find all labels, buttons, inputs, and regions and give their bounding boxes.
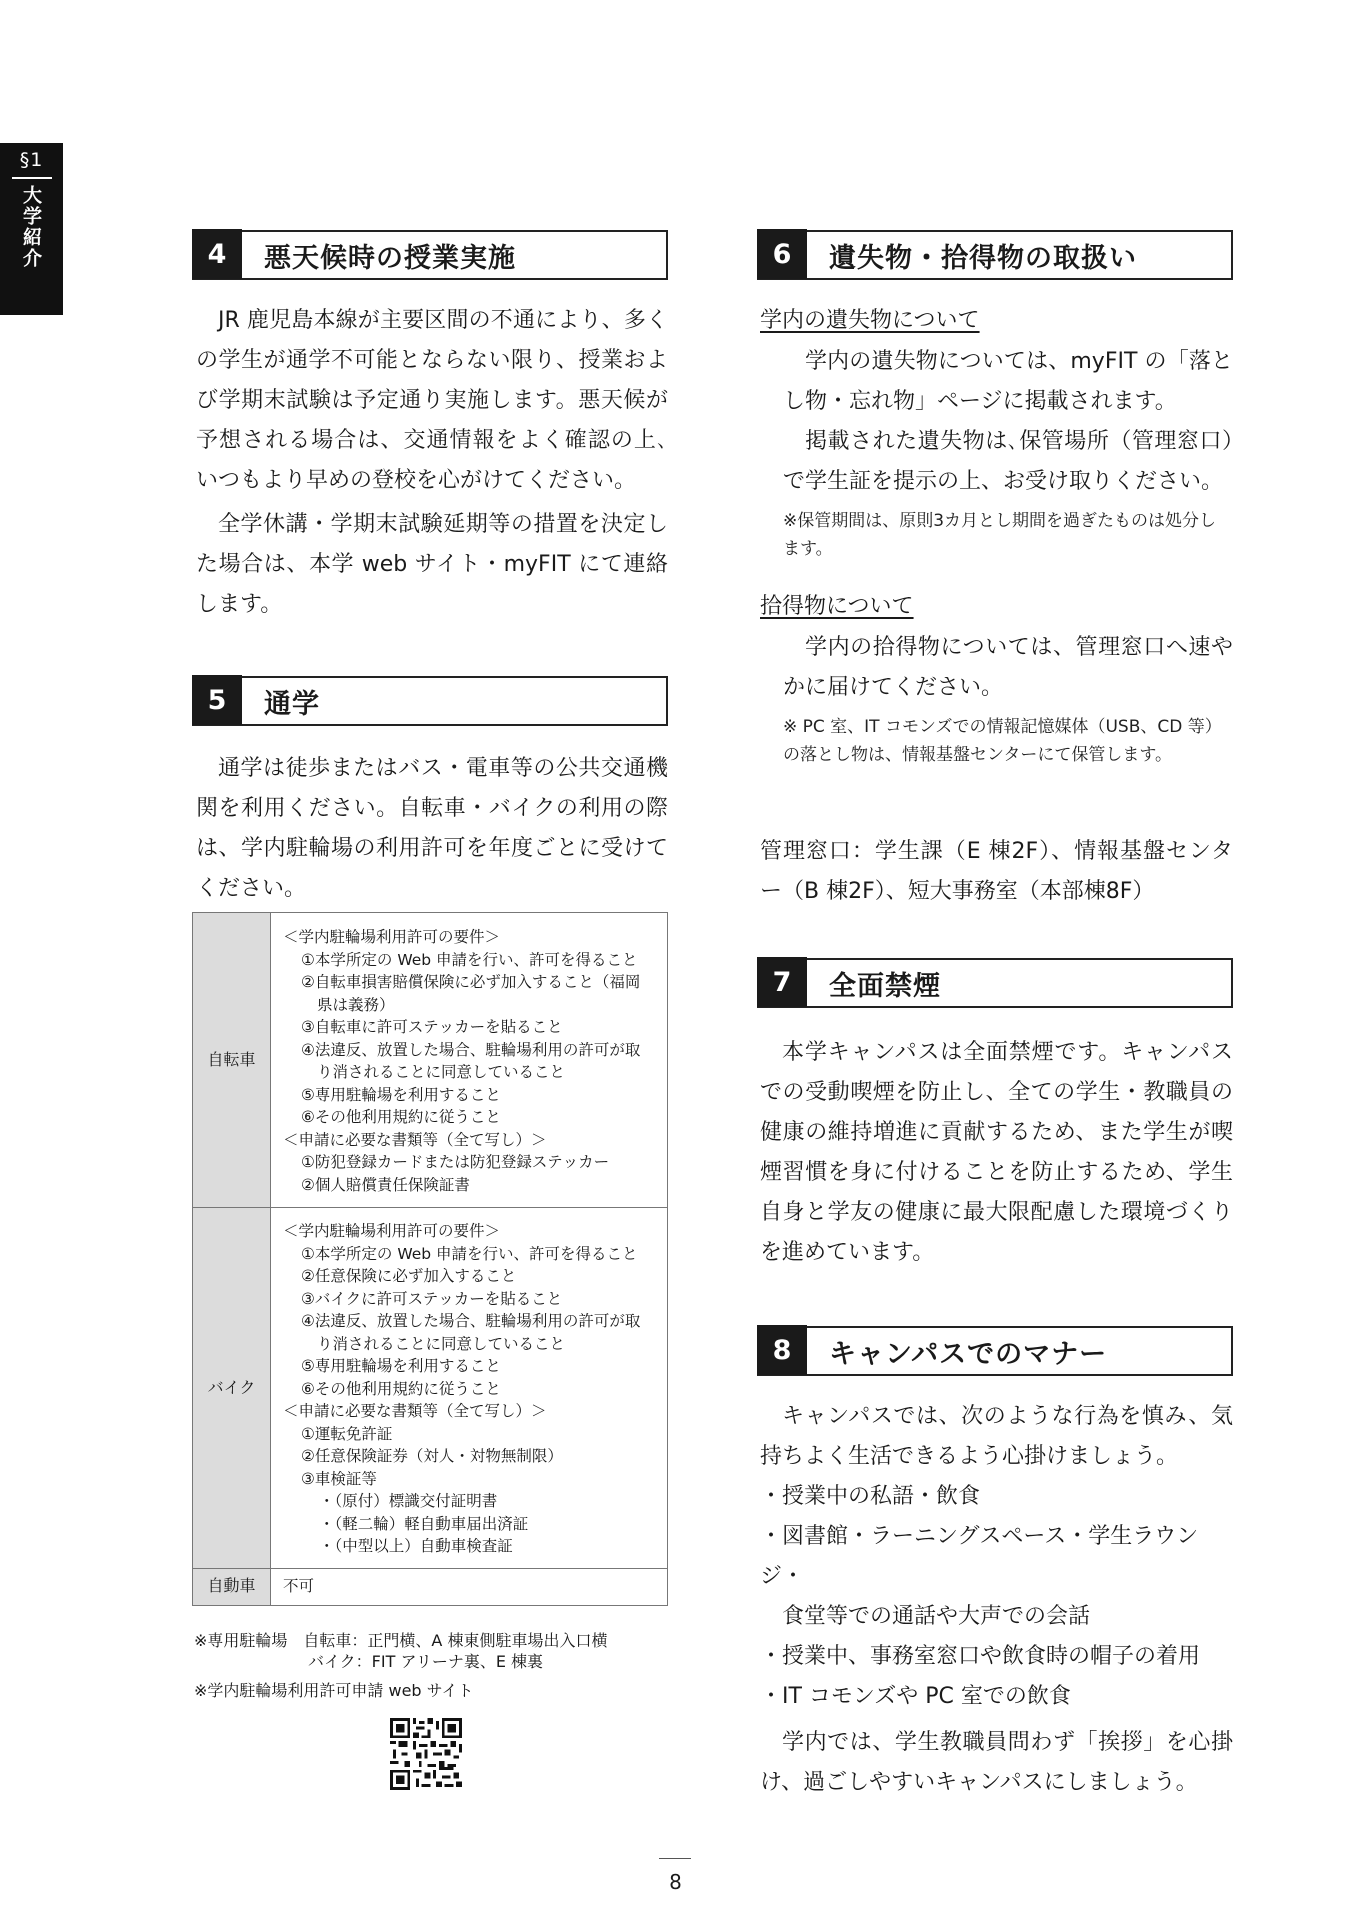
table-line: ④法違反、放置した場合、駐輪場利用の許可が取 bbox=[301, 1040, 641, 1059]
row-label-car: 自動車 bbox=[193, 1568, 271, 1605]
table-row-bike bbox=[193, 1208, 668, 1569]
table-line: ・（原付）標識交付証明書 bbox=[319, 1492, 498, 1510]
table-line: ④法違反、放置した場合、駐輪場利用の許可が取 bbox=[301, 1312, 641, 1330]
list-item: ・授業中、事務室窓口や飲食時の帽子の着用 bbox=[760, 1644, 1201, 1669]
row-body-bike bbox=[271, 1208, 668, 1569]
table-line: り消されることに同意していること bbox=[317, 1063, 566, 1081]
subheading-found-items: 拾得物について bbox=[760, 594, 914, 619]
table-line: ②任意保険証券（対人・対物無制限） bbox=[301, 1447, 563, 1465]
table-line: ②自転車損害賠償保険に必ず加入すること（福岡 bbox=[301, 973, 641, 991]
table-line: 県は義務） bbox=[317, 995, 395, 1014]
sec7-paragraph-1: 本学キャンパスは全面禁煙です。キャンパスでの受動喫煙を防止し、全ての学生・教職員の健康の維持増進に貢献するため、また学生が喫煙習慣を身に付けることを防止するため、学生自身と学友の健康に最大限配慮した環境づくりを進めています。 bbox=[760, 1040, 1233, 1265]
heading-section-7 bbox=[757, 958, 1233, 1008]
table-line: ⑥その他利用規約に従うこと bbox=[301, 1379, 501, 1398]
table-line: ②個人賠償責任保険証書 bbox=[301, 1175, 470, 1194]
heading-title: 遺失物・拾得物の取扱い bbox=[829, 242, 1137, 274]
subheading-lost-items: 学内の遺失物について bbox=[760, 308, 980, 333]
page-number-rule bbox=[659, 1858, 691, 1859]
table-line: ＜申請に必要な書類等（全て写し）＞ bbox=[283, 1130, 547, 1149]
sec4-paragraph-2: 全学休講・学期末試験延期等の措置を決定した場合は、本学 web サイト・myFIT にて連絡します。 bbox=[196, 512, 668, 617]
table-line: ⑥その他利用規約に従うこと bbox=[301, 1108, 501, 1126]
table-line: ・（軽二輪）軽自動車届出済証 bbox=[319, 1514, 529, 1533]
footnote-parking-b: バイク：FIT アリーナ裏、E 棟裏 bbox=[308, 1652, 544, 1671]
sec8-paragraph-2: 学内では、学生教職員問わず「挨拶」を心掛け、過ごしやすいキャンパスにしましょう。 bbox=[760, 1730, 1233, 1795]
heading-number: 7 bbox=[757, 957, 807, 1007]
footnote-parking-a: ※専用駐輪場 自転車：正門横、A 棟東側駐車場出入口横 bbox=[194, 1631, 608, 1650]
table-line: り消されることに同意していること bbox=[317, 1334, 566, 1353]
manners-list bbox=[760, 1477, 1233, 1717]
row-body-car: 不可 bbox=[271, 1568, 668, 1605]
heading-title: 通学 bbox=[264, 688, 320, 720]
list-item: ・授業中の私語・飲食 bbox=[760, 1484, 981, 1509]
heading-number: 6 bbox=[757, 229, 807, 279]
row-label-bicycle: 自転車 bbox=[193, 913, 271, 1208]
table-line: ＜学内駐輪場利用許可の要件＞ bbox=[283, 928, 501, 946]
heading-number: 4 bbox=[192, 229, 242, 279]
sec6-office-info: 管理窓口：学生課（E 棟2F）、情報基盤センター（B 棟2F）、短大事務室（本部棟8F） bbox=[760, 839, 1233, 904]
sec6-note-2: ※ PC 室、IT コモンズでの情報記憶媒体（USB、CD 等）の落とし物は、情報基盤センターにて保管します。 bbox=[783, 717, 1222, 765]
table-line: ③自転車に許可ステッカーを貼ること bbox=[301, 1018, 563, 1036]
section-side-tab bbox=[0, 143, 63, 315]
table-row-car bbox=[193, 1568, 668, 1605]
table-line: ＜申請に必要な書類等（全て写し）＞ bbox=[283, 1402, 547, 1420]
heading-title: 全面禁煙 bbox=[829, 970, 941, 1002]
table-line: ⑤専用駐輪場を利用すること bbox=[301, 1085, 501, 1104]
sec6-note-1: ※保管期間は、原則3カ月とし期間を過ぎたものは処分します。 bbox=[783, 511, 1217, 559]
list-item: ・IT コモンズや PC 室での飲食 bbox=[760, 1684, 1071, 1709]
table-line: ＜学内駐輪場利用許可の要件＞ bbox=[283, 1222, 501, 1240]
table-line: ③車検証等 bbox=[301, 1469, 377, 1488]
row-body-bicycle bbox=[271, 913, 668, 1208]
table-line: ①防犯登録カードまたは防犯登録ステッカー bbox=[301, 1153, 610, 1171]
heading-number: 5 bbox=[192, 675, 242, 725]
page-number: 8 bbox=[669, 1870, 682, 1894]
heading-title: キャンパスでのマナー bbox=[829, 1338, 1108, 1370]
side-tab-divider bbox=[12, 177, 52, 179]
sec6-paragraph-3: 学内の拾得物については、管理窓口へ速やかに届けてください。 bbox=[783, 635, 1233, 700]
heading-section-8 bbox=[757, 1326, 1233, 1376]
heading-section-6 bbox=[757, 230, 1233, 280]
section-number: §1 bbox=[19, 149, 44, 171]
sec6-paragraph-1: 学内の遺失物については、myFIT の「落とし物・忘れ物」ページに掲載されます。 bbox=[783, 349, 1233, 414]
row-label-bike: バイク bbox=[193, 1208, 271, 1569]
table-line: ①本学所定の Web 申請を行い、許可を得ること bbox=[301, 1244, 638, 1263]
heading-number: 8 bbox=[757, 1325, 807, 1375]
qr-code-icon[interactable] bbox=[390, 1718, 462, 1790]
heading-section-5 bbox=[192, 676, 668, 726]
parking-permit-table bbox=[192, 912, 668, 1606]
table-line: ①本学所定の Web 申請を行い、許可を得ること bbox=[301, 950, 638, 969]
table-row-bicycle bbox=[193, 913, 668, 1208]
heading-section-4 bbox=[192, 230, 668, 280]
list-item: 食堂等での通話や大声での会話 bbox=[760, 1604, 1091, 1629]
sec4-paragraph-1: JR 鹿児島本線が主要区間の不通により、多くの学生が通学不可能とならない限り、授業および学期末試験は予定通り実施します。悪天候が予想される場合は、交通情報をよく確認の上､いつもより早めの登校を心がけてください。 bbox=[196, 308, 668, 493]
table-line: ・（中型以上）自動車検査証 bbox=[319, 1537, 513, 1555]
sec6-paragraph-2: 掲載された遺失物は､保管場所（管理窓口）で学生証を提示の上、お受け取りください。 bbox=[783, 429, 1233, 494]
table-line: ②任意保険に必ず加入すること bbox=[301, 1267, 517, 1285]
table-line: ①運転免許証 bbox=[301, 1424, 393, 1443]
table-line: ③バイクに許可ステッカーを貼ること bbox=[301, 1289, 563, 1308]
table-line: ⑤専用駐輪場を利用すること bbox=[301, 1357, 501, 1375]
list-item: ・図書館・ラーニングスペース・学生ラウンジ・ bbox=[760, 1524, 1199, 1589]
sec8-paragraph-1: キャンパスでは、次のような行為を慎み、気持ちよく生活できるよう心掛けましょう。 bbox=[760, 1404, 1233, 1469]
footnote-web-site: ※学内駐輪場利用許可申請 web サイト bbox=[194, 1681, 474, 1700]
section-label: 大学紹介 bbox=[20, 185, 42, 269]
heading-title: 悪天候時の授業実施 bbox=[264, 242, 516, 274]
sec5-paragraph-1: 通学は徒歩またはバス・電車等の公共交通機関を利用ください。自転車・バイクの利用の際は、学内駐輪場の利用許可を年度ごとに受けてください。 bbox=[196, 756, 668, 901]
